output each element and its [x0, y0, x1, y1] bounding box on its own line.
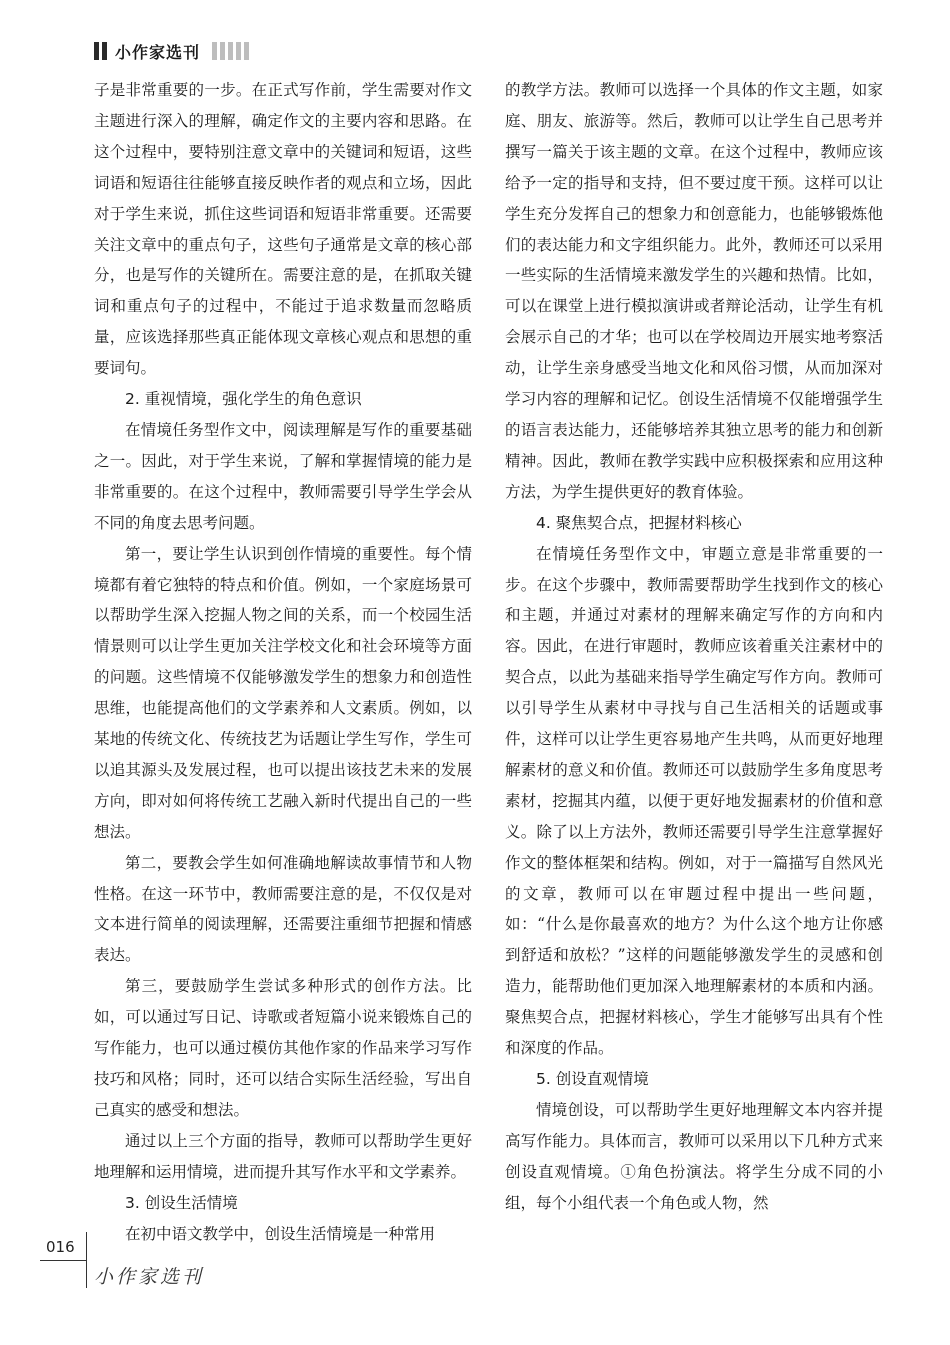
right-column	[505, 75, 883, 1219]
paragraph: 在初中语文教学中，创设生活情境是一种常用	[125, 1224, 436, 1243]
header-bars-dark-icon	[94, 42, 107, 60]
page-number: 016	[46, 1238, 75, 1256]
paragraph: 第三，要鼓励学生尝试多种形式的创作方法。比如，可以通过写日记、诗歌或者短篇小说来锻炼自己的写作能力，也可以通过模仿其他作家的作品来学习写作技巧和风格；同时，还可以结合实际生活经验，写出自己真实的感受和想法。	[94, 977, 472, 1119]
paragraph: 的教学方法。教师可以选择一个具体的作文主题，如家庭、朋友、旅游等。然后，教师可以让学生自己思考并撰写一篇关于该主题的文章。在这个过程中，教师应该给予一定的指导和支持，但不要过度干预。这样可以让学生充分发挥自己的想象力和创意能力，也能够锻炼他们的表达能力和文字组织能力。此外，教师还可以采用一些实际的生活情境来激发学生的兴趣和热情。比如，可以在课堂上进行模拟演讲或者辩论活动，让学生有机会展示自己的才华；也可以在学校周边开展实地考察活动，让学生亲身感受当地文化和风俗习惯，从而加深对学习内容的理解和记忆。创设生活情境不仅能增强学生的语言表达能力，还能够培养其独立思考的能力和创新精神。因此，教师在教学实践中应积极探索和应用这种方法，为学生提供更好的教育体验。	[505, 81, 883, 501]
section-heading: 3. 创设生活情境	[125, 1193, 238, 1212]
paragraph: 在情境任务型作文中，审题立意是非常重要的一步。在这个步骤中，教师需要帮助学生找到作文的核心和主题，并通过对素材的理解来确定写作的方向和内容。因此，在进行审题时，教师应该着重关注素材中的契合点，以此为基础来指导学生确定写作方向。教师可以引导学生从素材中寻找与自己生活相关的话题或事件，这样可以让学生更容易地产生共鸣，从而更好地理解素材的意义和价值。教师还可以鼓励学生多角度思考素材，挖掘其内蕴，以便于更好地发掘素材的价值和意义。除了以上方法外，教师还需要引导学生注意掌握好作文的整体框架和结构。例如，对于一篇描写自然风光的文章，教师可以在审题过程中提出一些问题，如：“什么是你最喜欢的地方？为什么这个地方让你感到舒适和放松？”这样的问题能够激发学生的灵感和创造力，能帮助他们更加深入地理解素材的本质和内涵。聚焦契合点，把握材料核心，学生才能够写出具有个性和深度的作品。	[505, 544, 883, 1058]
paragraph: 第二，要教会学生如何准确地解读故事情节和人物性格。在这一环节中，教师需要注意的是，不仅仅是对文本进行简单的阅读理解，还需要注重细节把握和情感表达。	[94, 853, 472, 965]
paragraph: 子是非常重要的一步。在正式写作前，学生需要对作文主题进行深入的理解，确定作文的主要内容和思路。在这个过程中，要特别注意文章中的关键词和短语，这些词语和短语往往能够直接反映作者的观点和立场，因此对于学生来说，抓住这些词语和短语非常重要。还需要关注文章中的重点句子，这些句子通常是文章的核心部分，也是写作的关键所在。需要注意的是，在抓取关键词和重点句子的过程中，不能过于追求数量而忽略质量，应该选择那些真正能体现文章核心观点和思想的重要词句。	[94, 81, 472, 378]
paragraph: 第一，要让学生认识到创作情境的重要性。每个情境都有着它独特的特点和价值。例如，一个家庭场景可以帮助学生深入挖掘人物之间的关系，而一个校园生活情景则可以让学生更加关注学校文化和社会环境等方面的问题。这些情境不仅能够激发学生的想象力和创造性思维，也能提高他们的文学素养和人文素质。例如，以某地的传统文化、传统技艺为话题让学生写作，学生可以追其源头及发展过程，也可以提出该技艺未来的发展方向，即对如何将传统工艺融入新时代提出自己的一些想法。	[94, 544, 472, 841]
paragraph: 情境创设，可以帮助学生更好地理解文本内容并提高写作能力。具体而言，教师可以采用以下几种方式来创设直观情境。①角色扮演法。将学生分成不同的小组，每个小组代表一个角色或人物，然	[505, 1100, 883, 1212]
footer-vertical-rule	[86, 1232, 87, 1288]
section-heading: 2. 重视情境，强化学生的角色意识	[125, 390, 362, 409]
paragraph: 通过以上三个方面的指导，教师可以帮助学生更好地理解和运用情境，进而提升其写作水平和文学素养。	[94, 1131, 472, 1181]
paragraph: 在情境任务型作文中，阅读理解是写作的重要基础之一。因此，对于学生来说，了解和掌握情境的能力是非常重要的。在这个过程中，教师需要引导学生学会从不同的角度去思考问题。	[94, 420, 472, 532]
footer-brand-logo: 小作家选刊	[94, 1266, 205, 1288]
footer-divider	[40, 1260, 86, 1261]
running-header	[94, 40, 249, 62]
section-heading: 5. 创设直观情境	[536, 1070, 649, 1088]
journal-title: 小作家选刊	[115, 42, 201, 62]
header-bars-light-icon	[212, 42, 249, 60]
left-column	[94, 75, 472, 1249]
section-heading: 4. 聚焦契合点，把握材料核心	[536, 513, 742, 532]
